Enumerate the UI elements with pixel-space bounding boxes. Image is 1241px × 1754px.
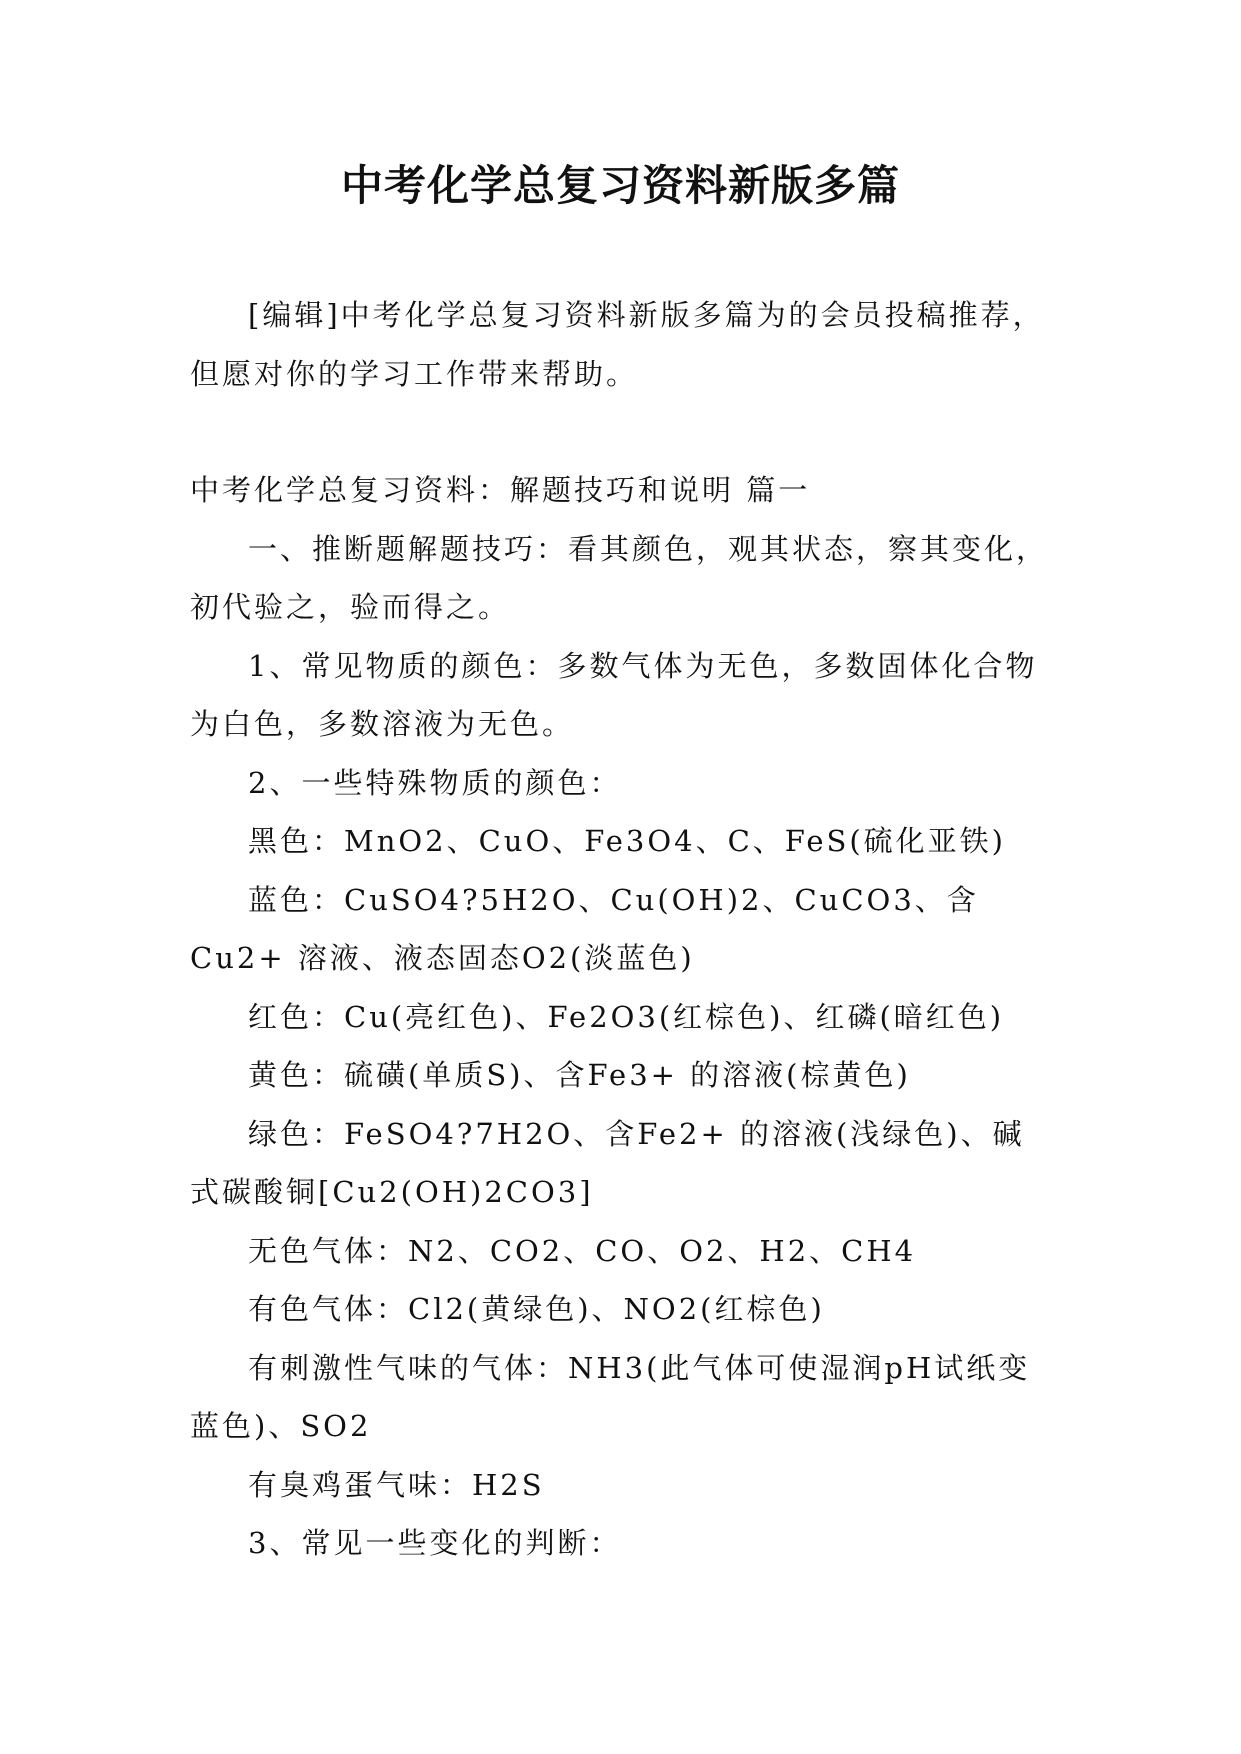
intro-block	[190, 286, 1052, 403]
paragraph-common-colors: 1、常见物质的颜色：多数气体为无色，多数固体化合物为白色，多数溶液为无色。	[190, 648, 1038, 741]
paragraph-colorless-gas: 无色气体：N2、CO2、CO、O2、H2、CH4	[248, 1233, 917, 1268]
paragraph-colored-gas: 有色气体：Cl2(黄绿色)、NO2(红棕色)	[248, 1292, 825, 1326]
paragraph-special-colors: 2、一些特殊物质的颜色：	[248, 765, 622, 800]
paragraph-red: 红色：Cu(亮红色)、Fe2O3(红棕色)、红磷(暗红色)	[248, 999, 1005, 1034]
paragraph-yellow: 黄色：硫磺(单质S)、含Fe3+ 的溶液(棕黄色)	[248, 1058, 911, 1092]
paragraph-pungent-gas: 有刺激性气味的气体：NH3(此气体可使湿润pH试纸变蓝色)、SO2	[190, 1350, 1031, 1443]
document-title: 中考化学总复习资料新版多篇	[340, 161, 900, 210]
paragraph-common-changes: 3、常见一些变化的判断：	[248, 1526, 622, 1560]
section-heading: 中考化学总复习资料：解题技巧和说明 篇一	[190, 473, 811, 507]
paragraph-black: 黑色：MnO2、CuO、Fe3O4、C、FeS(硫化亚铁)	[248, 824, 1006, 858]
paragraph-green: 绿色：FeSO4?7H2O、含Fe2+ 的溶液(浅绿色)、碱式碳酸铜[Cu2(OH)2CO3]	[190, 1116, 1025, 1209]
paragraph-inference-tips: 一、推断题解题技巧：看其颜色，观其状态，察其变化，初代验之，验而得之。	[190, 531, 1049, 624]
paragraph-rotten-egg: 有臭鸡蛋气味：H2S	[248, 1467, 545, 1502]
intro-paragraph: [编辑]中考化学总复习资料新版多篇为的会员投稿推荐，但愿对你的学习工作带来帮助。	[190, 298, 1045, 391]
paragraph-blue: 蓝色：CuSO4?5H2O、Cu(OH)2、CuCO3、含Cu2+ 溶液、液态固态O2(淡蓝色)	[190, 882, 979, 975]
content-block	[190, 461, 1052, 1573]
